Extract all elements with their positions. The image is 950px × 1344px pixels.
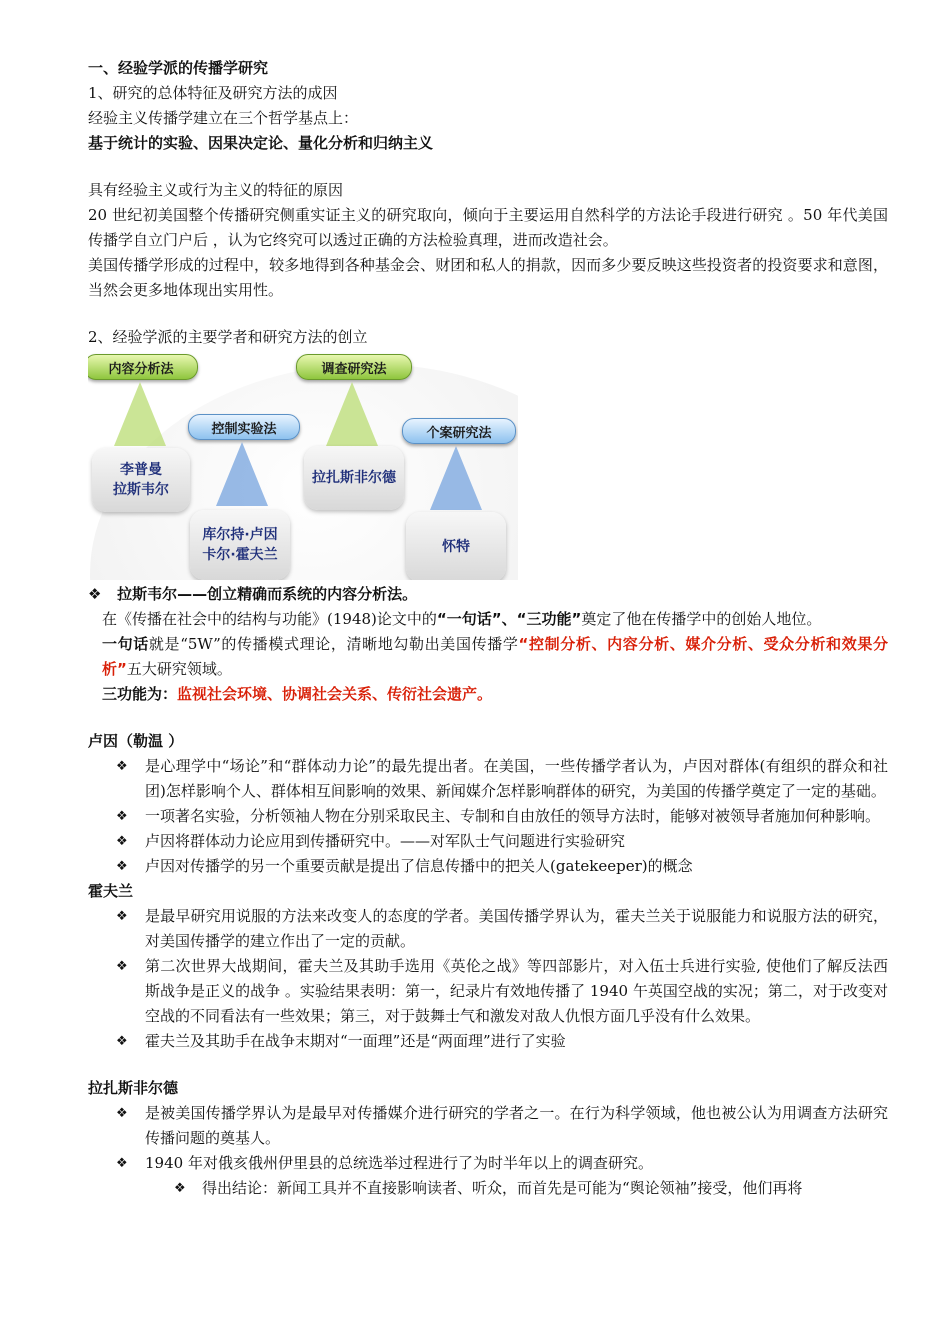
section-1-title: 1、研究的总体特征及研究方法的成因 <box>88 84 338 102</box>
item-text: 卢因将群体动力论应用到传播研究中。——对军队士气问题进行实验研究 <box>145 832 626 850</box>
item-text: 是心理学中“场论”和“群体动力论”的最先提出者。在美国，一些传播学者认为，卢因对群体(有组织的群众和社团)怎样影响个人、群体相互间影响的效果、新闻媒介怎样影响群体的研究，为美国的传播学奠定了一定的基础。 <box>145 757 888 800</box>
bullet-icon: ❖ <box>116 759 128 774</box>
lewin-item <box>88 829 888 854</box>
item-text: 第二次世界大战期间，霍夫兰及其助手选用《英伦之战》等四部影片，对入伍士兵进行实验, 使他们了解反法西斯战争是正义的战争 。实验结果表明：第一，纪录片有效地传播了 1940 午英国空战的实况；第二，对于改变对空战的不同看法有一些效果；第三，对于鼓舞士气和激发对敌人仇恨方面几乎没有什么效果。 <box>145 957 888 1025</box>
lazarsfeld-item <box>88 1101 888 1151</box>
bullet-icon: ❖ <box>116 859 128 874</box>
item-text: 一项著名实验，分析领袖人物在分别采取民主、专制和自由放任的领导方法时，能够对被领导者施加何种影响。 <box>145 807 881 825</box>
triangle-content <box>114 382 166 446</box>
box-4-line-1: 怀特 <box>442 539 470 555</box>
text: 奠定了他在传播学中的创始人地位。 <box>581 610 822 628</box>
document-page <box>88 56 888 1201</box>
item-text: 是被美国传播学界认为是最早对传播媒介进行研究的学者之一。在行为科学领域，他也被公认为用调查方法研究传播问题的奠基人。 <box>145 1104 888 1147</box>
lasswell-head-text: 拉斯韦尔——创立精确而系统的内容分析法。 <box>117 585 418 603</box>
spacer <box>88 1054 888 1076</box>
lazarsfeld-subitem <box>88 1176 888 1201</box>
reason-paragraph-1: 20 世纪初美国整个传播研究侧重实证主义的研究取向，倾向于主要运用自然科学的方法论手段进行研究 。50 年代美国传播学自立门户后 ，认为它终究可以透过正确的方法检验真理，进而改造社会。 <box>88 206 888 249</box>
box-2-line-1: 拉扎斯非尔德 <box>312 470 396 486</box>
lasswell-paragraph-2 <box>88 632 888 682</box>
box-lippmann-lasswell <box>92 448 190 512</box>
box-lazarsfeld <box>304 446 404 510</box>
bullet-icon: ❖ <box>116 834 128 849</box>
lazarsfeld-name: 拉扎斯非尔德 <box>88 1079 179 1097</box>
box-3-line-2: 卡尔·霍夫兰 <box>202 547 278 563</box>
pill-controlled-experiment: 控制实验法 <box>188 414 300 440</box>
text: 五大研究领域。 <box>126 660 232 678</box>
item-text: 得出结论：新闻工具并不直接影响读者、听众，而首先是可能为“舆论领袖”接受，他们再将 <box>202 1179 803 1197</box>
box-white <box>406 512 506 580</box>
box-3-line-1: 库尔持·卢因 <box>202 527 278 543</box>
item-text: 霍夫兰及其助手在战争末期对“一面理”还是“两面理”进行了实验 <box>145 1032 566 1050</box>
methods-diagram <box>88 352 518 580</box>
bullet-icon: ❖ <box>116 959 128 974</box>
box-1-line-1: 李普曼 <box>120 462 162 478</box>
text-bold: 一句话 <box>102 635 149 653</box>
lasswell-paragraph-1 <box>88 607 888 632</box>
text: 就是“5W”的传播模式理论，清晰地勾勒出美国传播学 <box>148 635 519 653</box>
hovland-item <box>88 1029 888 1054</box>
heading-1: 一、经验学派的传播学研究 <box>88 59 269 77</box>
lewin-item <box>88 854 888 879</box>
bullet-icon: ❖ <box>116 809 128 824</box>
triangle-survey <box>326 382 378 446</box>
hovland-item <box>88 954 888 1029</box>
item-text: 是最早研究用说服的方法来改变人的态度的学者。美国传播学界认为，霍夫兰关于说服能力和说服方法的研究，对美国传播学的建立作出了一定的贡献。 <box>145 907 888 950</box>
item-text: 卢因对传播学的另一个重要贡献是提出了信息传播中的把关人(gatekeeper)的概念 <box>145 857 693 875</box>
bullet-icon: ❖ <box>116 1106 128 1121</box>
lewin-item <box>88 804 888 829</box>
hovland-name: 霍夫兰 <box>88 882 134 900</box>
reason-paragraph-2: 美国传播学形成的过程中，较多地得到各种基金会、财团和私人的捐款，因而多少要反映这些投资者的投资要求和意图，当然会更多地体现出实用性。 <box>88 256 888 299</box>
box-lewin-hovland <box>190 510 290 580</box>
hovland-item <box>88 904 888 954</box>
spacer <box>88 303 888 325</box>
section-1-bold: 基于统计的实验、因果决定论、量化分析和归纳主义 <box>88 134 434 152</box>
pill-case-study: 个案研究法 <box>402 418 516 444</box>
lewin-name: 卢因（勒温 ） <box>88 732 184 750</box>
spacer <box>88 156 888 178</box>
section-1-intro: 经验主义传播学建立在三个哲学基点上： <box>88 109 359 127</box>
bullet-icon: ❖ <box>88 585 102 603</box>
lazarsfeld-item <box>88 1151 888 1176</box>
lewin-item <box>88 754 888 804</box>
section-2-title: 2、经验学派的主要学者和研究方法的创立 <box>88 328 368 346</box>
bullet-icon: ❖ <box>116 1034 128 1049</box>
text: 在《传播在社会中的结构与功能》(1948)论文中的 <box>102 610 437 628</box>
text-red: 监视社会环境、协调社会关系、传衍社会遗产。 <box>177 685 493 703</box>
lasswell-paragraph-3 <box>88 682 888 707</box>
box-1-line-2: 拉斯韦尔 <box>113 482 169 498</box>
text-bold: “一句话”、“三功能” <box>436 610 582 628</box>
triangle-experiment <box>216 442 268 506</box>
pill-content-analysis: 内容分析法 <box>88 354 198 380</box>
bullet-icon: ❖ <box>116 909 128 924</box>
pill-survey-research: 调查研究法 <box>296 354 412 380</box>
item-text: 1940 年对俄亥俄州伊里县的总统选举过程进行了为时半年以上的调查研究。 <box>145 1154 653 1172</box>
reason-title: 具有经验主义或行为主义的特征的原因 <box>88 181 344 199</box>
bullet-icon: ❖ <box>174 1181 186 1196</box>
triangle-case <box>430 446 482 510</box>
text-red: “控制分析、内容分析、媒介分析、受众分析和效果分析” <box>102 635 888 678</box>
text-bold: 三功能为： <box>102 685 178 703</box>
spacer <box>88 707 888 729</box>
bullet-icon: ❖ <box>116 1156 128 1171</box>
lasswell-heading <box>88 582 888 607</box>
